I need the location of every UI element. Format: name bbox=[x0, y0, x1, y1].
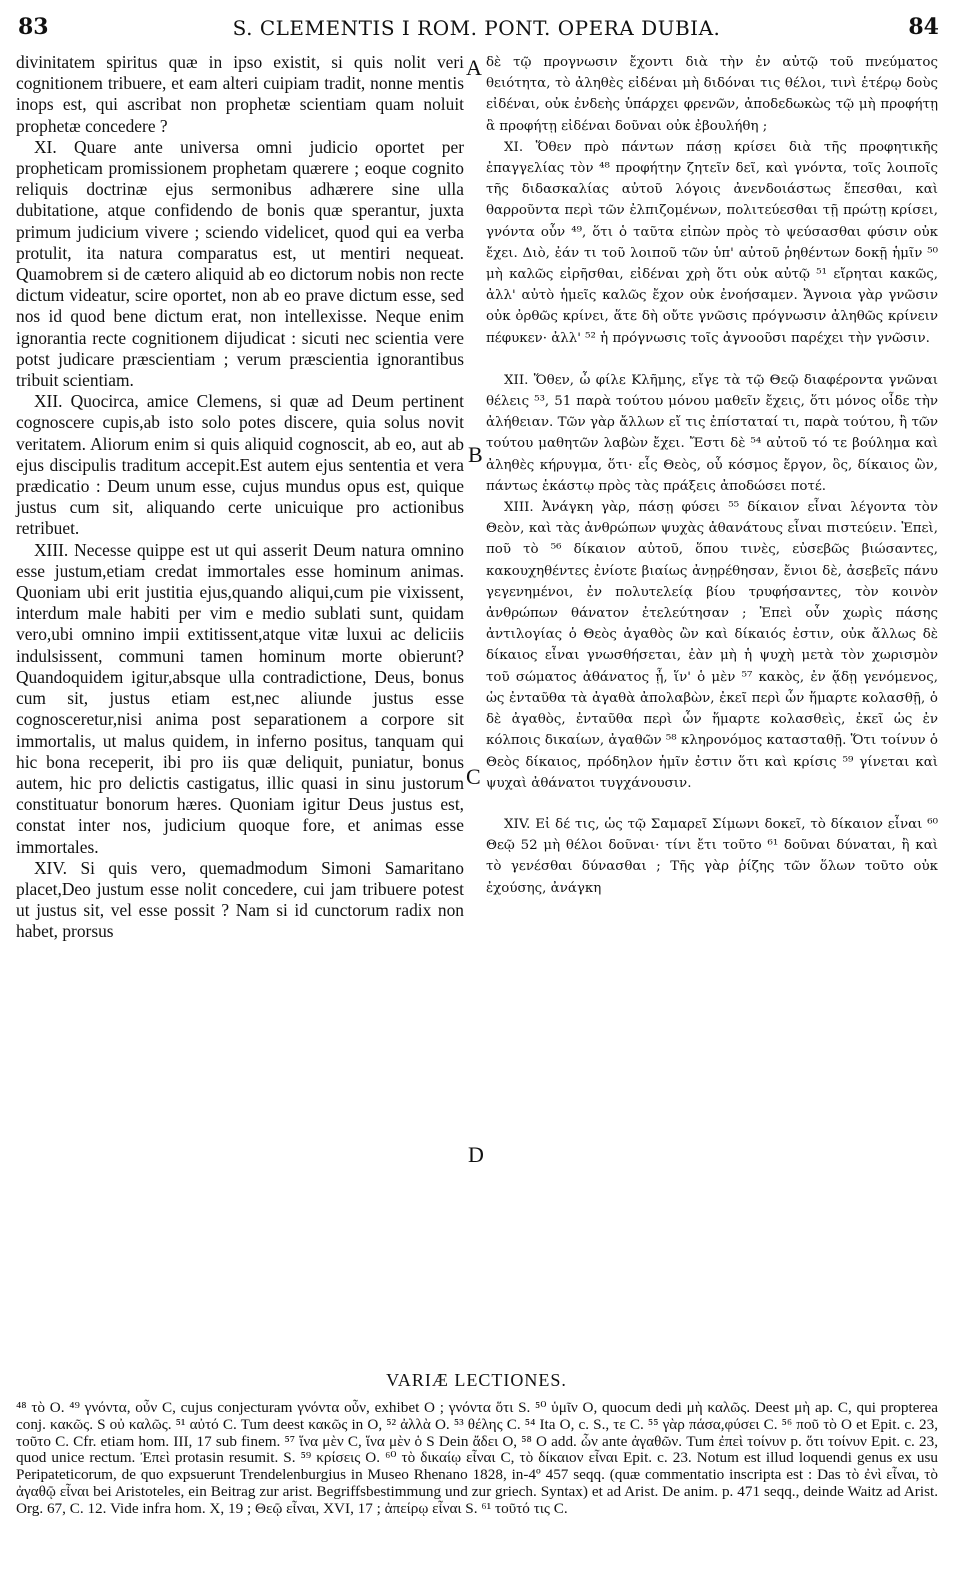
greek-section-xi: XI. Ὅθεν πρὸ πάντων πάσῃ κρίσει διὰ τῆς προφητικῆς ἐπαγγελίας τὸν ⁴⁸ προφήτην ζητεῖν δεῖ, καὶ γνόντα, τοῖς λοιποῖς τῆς διδασκαλίας αὐτοῦ λόγοις ἀνενδοιάστως ἕπεσθαι, καὶ θαρροῦντα περὶ τῶν ἐλπιζομένων, πολιτεύεσθαι τῇ πρώτῃ κρίσει, γνόντα οὖν ⁴⁹, ὅτι ὁ ταῦτα εἰπὼν πρὸς τὸ ψεύσασθαι φύσιν οὐκ ἔχει. Διὸ, ἐάν τι τοῦ λοιποῦ τῶν ὑπ' αὐτοῦ ῥηθέντων δοκῇ ἡμῖν ⁵⁰ μὴ καλῶς εἰρῆσθαι, εἰδέναι χρὴ ὅτι οὐκ αὐτῷ ⁵¹ εἴρηται κακῶς, ἀλλ' αὐτὸ ἡμεῖς καλῶς ἔχον οὐκ ἐνοήσαμεν. Ἄγνοια γὰρ γνῶσιν οὐκ ὀρθῶς κρίνει, ἅτε δὴ οὔτε γνῶσις πρόγνωσιν ἀληθῶς κρίνειν πέφυκεν· ἀλλ' ⁵² ἡ πρόγνωσις τοῖς ἀγνοοῦσι παρέχει τὴν γνῶσιν. bbox=[486, 139, 938, 346]
page-number-right: 84 bbox=[908, 14, 939, 40]
latin-paragraph: divinitatem spiritus quæ in ipso existit, si quis nolit veri cognitionem tribuere, et eam alteri cuipiam tradit, nonne mentis inops est, qui ascribat non prophetæ scientiam quam noluit prophetæ concedere ? bbox=[16, 52, 464, 136]
latin-section-xi: XI. Quare ante universa omni judicio oportet per propheticam promissionem prophetam quærere ; eoque cognito reliquis doctrinæ ejus sermonibus adhærere sine ulla dubitatione, atque confidendo de bonis quæ sperantur, juxta primum judicium vivere ; sciendo videlicet, quod qui ea verba protulit, ita natura comparatus est, ut mentiri nequeat. Quamobrem si de cætero aliquid ab eo dictorum nobis non recte dictum videatur, scire oportet, non ab eo prave dictum esse, sed nos id quod bene dictum erat, non intellexisse. Neque enim ignorantia recte cognitionem dijudicat : sicuti nec scientia vere potst judicare præscientiam ; verum præscientia ignorantibus tribuit scientiam. bbox=[16, 136, 464, 391]
greek-column bbox=[486, 52, 938, 899]
latin-section-xiv: XIV. Si quis vero, quemadmodum Simoni Samaritano placet,Deo justum esse nolit concedere, cui jam tribuere potest ut justus sit, vel esse possit ? Nam si id cunctorum radix non habet, prorsus bbox=[16, 857, 464, 942]
variae-lectiones-text: ⁴⁸ τὸ O. ⁴⁹ γνόντα, οὖν C, cujus conjecturam γνόντα οὖν, exhibet O ; γνόντα ὅτι S. ⁵⁰ ὑμῖν O, quocum dedi μὴ καλῶς. Deest μὴ ap. C, qui propterea conj. κακῶς. S οὐ καλῶς. ⁵¹ αὐτό C. Tum deest κακῶς in O, ⁵² ἀλλὰ O. ⁵³ θέλης C. ⁵⁴ Ita O, c. S., τε C. ⁵⁵ γὰρ πάσα,φύσει C. ⁵⁶ ποῦ τὸ O et Epit. c. 23, τοῦτο C. Cfr. etiam hom. III, 17 sub finem. ⁵⁷ ἵνα μὲν C, ἵνα μὲν ὁ S Dein ἄδει O, ⁵⁸ O add. ὧν ante ἀγαθῶν. Tum ἐπεὶ τοίνυν p. ὅτι τοίνυν Epit. c. 23, quod unice rectum. Ἐπεὶ protasin resumit. S. ⁵⁹ κρίσεις O. ⁶⁰ τὸ δικαίῳ εἶναι C, τὸ δίκαιον εἶναι Epit. c. 23. Notum est illud loquendi genus ex usu Peripateticorum, de quo expsuerunt Trendelenburgius in Museo Rhenano 1828, in-4º 457 seqq. (quæ commentatio inscripta est : Das τὸ ἐνὶ εἶναι, τὸ ἀγαθῷ εἶναι bei Aristoteles, ein Beitrag zur arist. Begriffsbestimmung und zur griech. Syntax) et ad Arist. De anim. p. 471 seqq., deinde Waitz ad Arist. Org. 67, C. 12. Vide infra hom. X, 19 ; Θεῷ εἶναι, XVI, 17 ; ἀπείρῳ εἶναι S. ⁶¹ τοῦτό τις C. bbox=[16, 1399, 938, 1517]
margin-marker-d: D bbox=[468, 1142, 484, 1167]
greek-paragraph: δὲ τῷ προγνωσιν ἔχοντι διὰ τὴν ἐν αὐτῷ τοῦ πνεύματος θειότητα, τὸ ἀληθὲς εἰδέναι μὴ διδόναι τις θέλοι, τινὶ ἑτέρῳ δοὺς εἰδέναι, οὐκ ἐνδεὴς ὑπάρχει φρενῶν, ἀποδεδωκὼς τῷ μὴ προφήτῃ ἃ προφήτῃ εἰδέναι δοῦναι οὐκ ἐβουλήθη ; bbox=[486, 55, 938, 134]
margin-marker-b: B bbox=[468, 442, 483, 467]
page-header bbox=[14, 14, 939, 44]
page-number-left: 83 bbox=[18, 14, 49, 40]
greek-section-xii: XII. Ὅθεν, ὦ φίλε Κλῆμης, εἴγε τὰ τῷ Θεῷ διαφέροντα γνῶναι θέλεις ⁵³, 51 παρὰ τούτου μόνου μαθεῖν ἔχεις, ὅτι μόνος οἶδε τὴν ἀλήθειαν. Τῶν γὰρ ἄλλων εἴ τις ἐπίσταταί τι, παρὰ τούτου, ἢ τῶν τούτου μαθητῶν λαβὼν ἔχει. Ἔστι δὲ ⁵⁴ αὐτοῦ τό τε βούλημα καὶ ἀληθὲς κήρυγμα, ὅτι· εἷς Θεὸς, οὗ κόσμος ἔργον, ὃς, δίκαιος ὢν, πάντως ἑκάστῳ πρὸς τὰς πράξεις ἀποδώσει ποτέ. bbox=[486, 372, 938, 494]
greek-section-xiii: XIII. Ἀνάγκη γὰρ, πάσῃ φύσει ⁵⁵ δίκαιον εἶναι λέγοντα τὸν Θεὸν, καὶ τὰς ἀνθρώπων ψυχὰς ἀθανάτους εἶναι πιστεύειν. Ἐπεὶ, ποῦ τὸ ⁵⁶ δίκαιον αὐτοῦ, ὅπου τινὲς, εὐσεβῶς βιώσαντες, κακουχηθέντες ἐνίοτε βιαίως ἀνῃρέθησαν, ἔνιοι δὲ, ἀσεβεῖς πάνυ γεγενημένοι, ἐν πολυτελείᾳ βίου τρυφήσαντες, τὸν κοινὸν ἀνθρώπων θάνατον ἐτελεύτησαν ; Ἐπεὶ οὖν χωρὶς πάσης ἀντιλογίας ὁ Θεὸς ἀγαθὸς ὢν καὶ δίκαιός ἐστιν, οὐκ ἄλλως δὲ δίκαιος εἶναι γνωσθήσεται, ἐὰν μὴ ἡ ψυχὴ μετὰ τὸν χωρισμὸν τοῦ σώματος ἀθάνατος ᾖ, ἵν' ὁ μὲν ⁵⁷ κακὸς, ἐν ᾅδῃ γενόμενος, ὡς ἐνταῦθα τὰ ἀγαθὰ ἀπολαβὼν, ἐκεῖ περὶ ὧν ἥμαρτε κολασθῇ, ὁ δὲ ἀγαθὸς, ἐνταῦθα περὶ ὧν ἥμαρτε κολασθεὶς, ἐκεῖ ὡς ἐν κόλποις δικαίων, ἀγαθῶν ⁵⁸ κληρονόμος κατασταθῇ. Ὅτι τοίνυν ὁ Θεὸς δίκαιος, πρόδηλον ἡμῖν ἐστιν ὅτι καὶ κρίσις ⁵⁹ γίνεται καὶ ψυχαὶ ἀθάνατοι τυγχάνουσιν. bbox=[486, 500, 938, 791]
variae-lectiones-heading: VARIÆ LECTIONES. bbox=[386, 1370, 567, 1390]
latin-column bbox=[16, 52, 464, 943]
running-title: S. CLEMENTIS I ROM. PONT. OPERA DUBIA. bbox=[232, 16, 721, 40]
greek-section-xiv: XIV. Εἰ δέ τις, ὡς τῷ Σαμαρεῖ Σίμωνι δοκεῖ, τὸ δίκαιον εἶναι ⁶⁰ Θεῷ 52 μὴ θέλοι δοῦναι· τίνι ἔτι τοῦτο ⁶¹ δοῦναι δύναται, ἢ καὶ τὸ γενέσθαι δύνασθαι ; Τῆς γὰρ ῥίζης τῶν ὅλων τοῦτο οὐκ ἐχούσης, ἀνάγκη bbox=[486, 816, 938, 896]
margin-marker-a: A bbox=[466, 55, 482, 80]
latin-section-xiii: XIII. Necesse quippe est ut qui asserit Deum natura omnino esse justum,etiam credat immortales esse hominum animas. Quoniam ubi erit justitia ejus,quando aliqui,cum pie vixissent, interdum male habiti per vim e medio sublati sunt, quidam vero,ubi omnino impii extitissent,atque vitæ luxui ac deliciis indulsissent, communi tamen hominum morte obierunt?Quandoquidem igitur,absque ulla contradictione, Deus, bonus cum sit, justus etiam est,nec aliunde justus esse cognosceretur,nisi anima post separationem a corpore sit immortalis, ut malus quidem, in inferno positus, tanquam qui hic bona receperit, ibi pro iis quæ deliquit, puniatur, bonus autem, hic pro delictis castigatus, illic quasi in sinu justorum constituatur bonorum hæres. Quoniam igitur Deus justus est, constat inter nos, judicium quoque fore, et animas esse immortales. bbox=[16, 539, 464, 857]
variae-lectiones-notes bbox=[16, 1400, 938, 1518]
margin-marker-c: C bbox=[466, 764, 481, 789]
latin-section-xii: XII. Quocirca, amice Clemens, si quæ ad Deum pertinent cognoscere cupis,ab isto solo potes discere, quia solus novit veritatem. Aliorum enim si quis aliquid cognoscit, ab eo, aut ab ejus discipulis traditum accepit.Est autem ejus sententia et vera prædicatio : Deum unum esse, cujus mundus opus est, quique justus cum sit, aliquando certe unicuique pro actionibus retribuet. bbox=[16, 391, 464, 539]
